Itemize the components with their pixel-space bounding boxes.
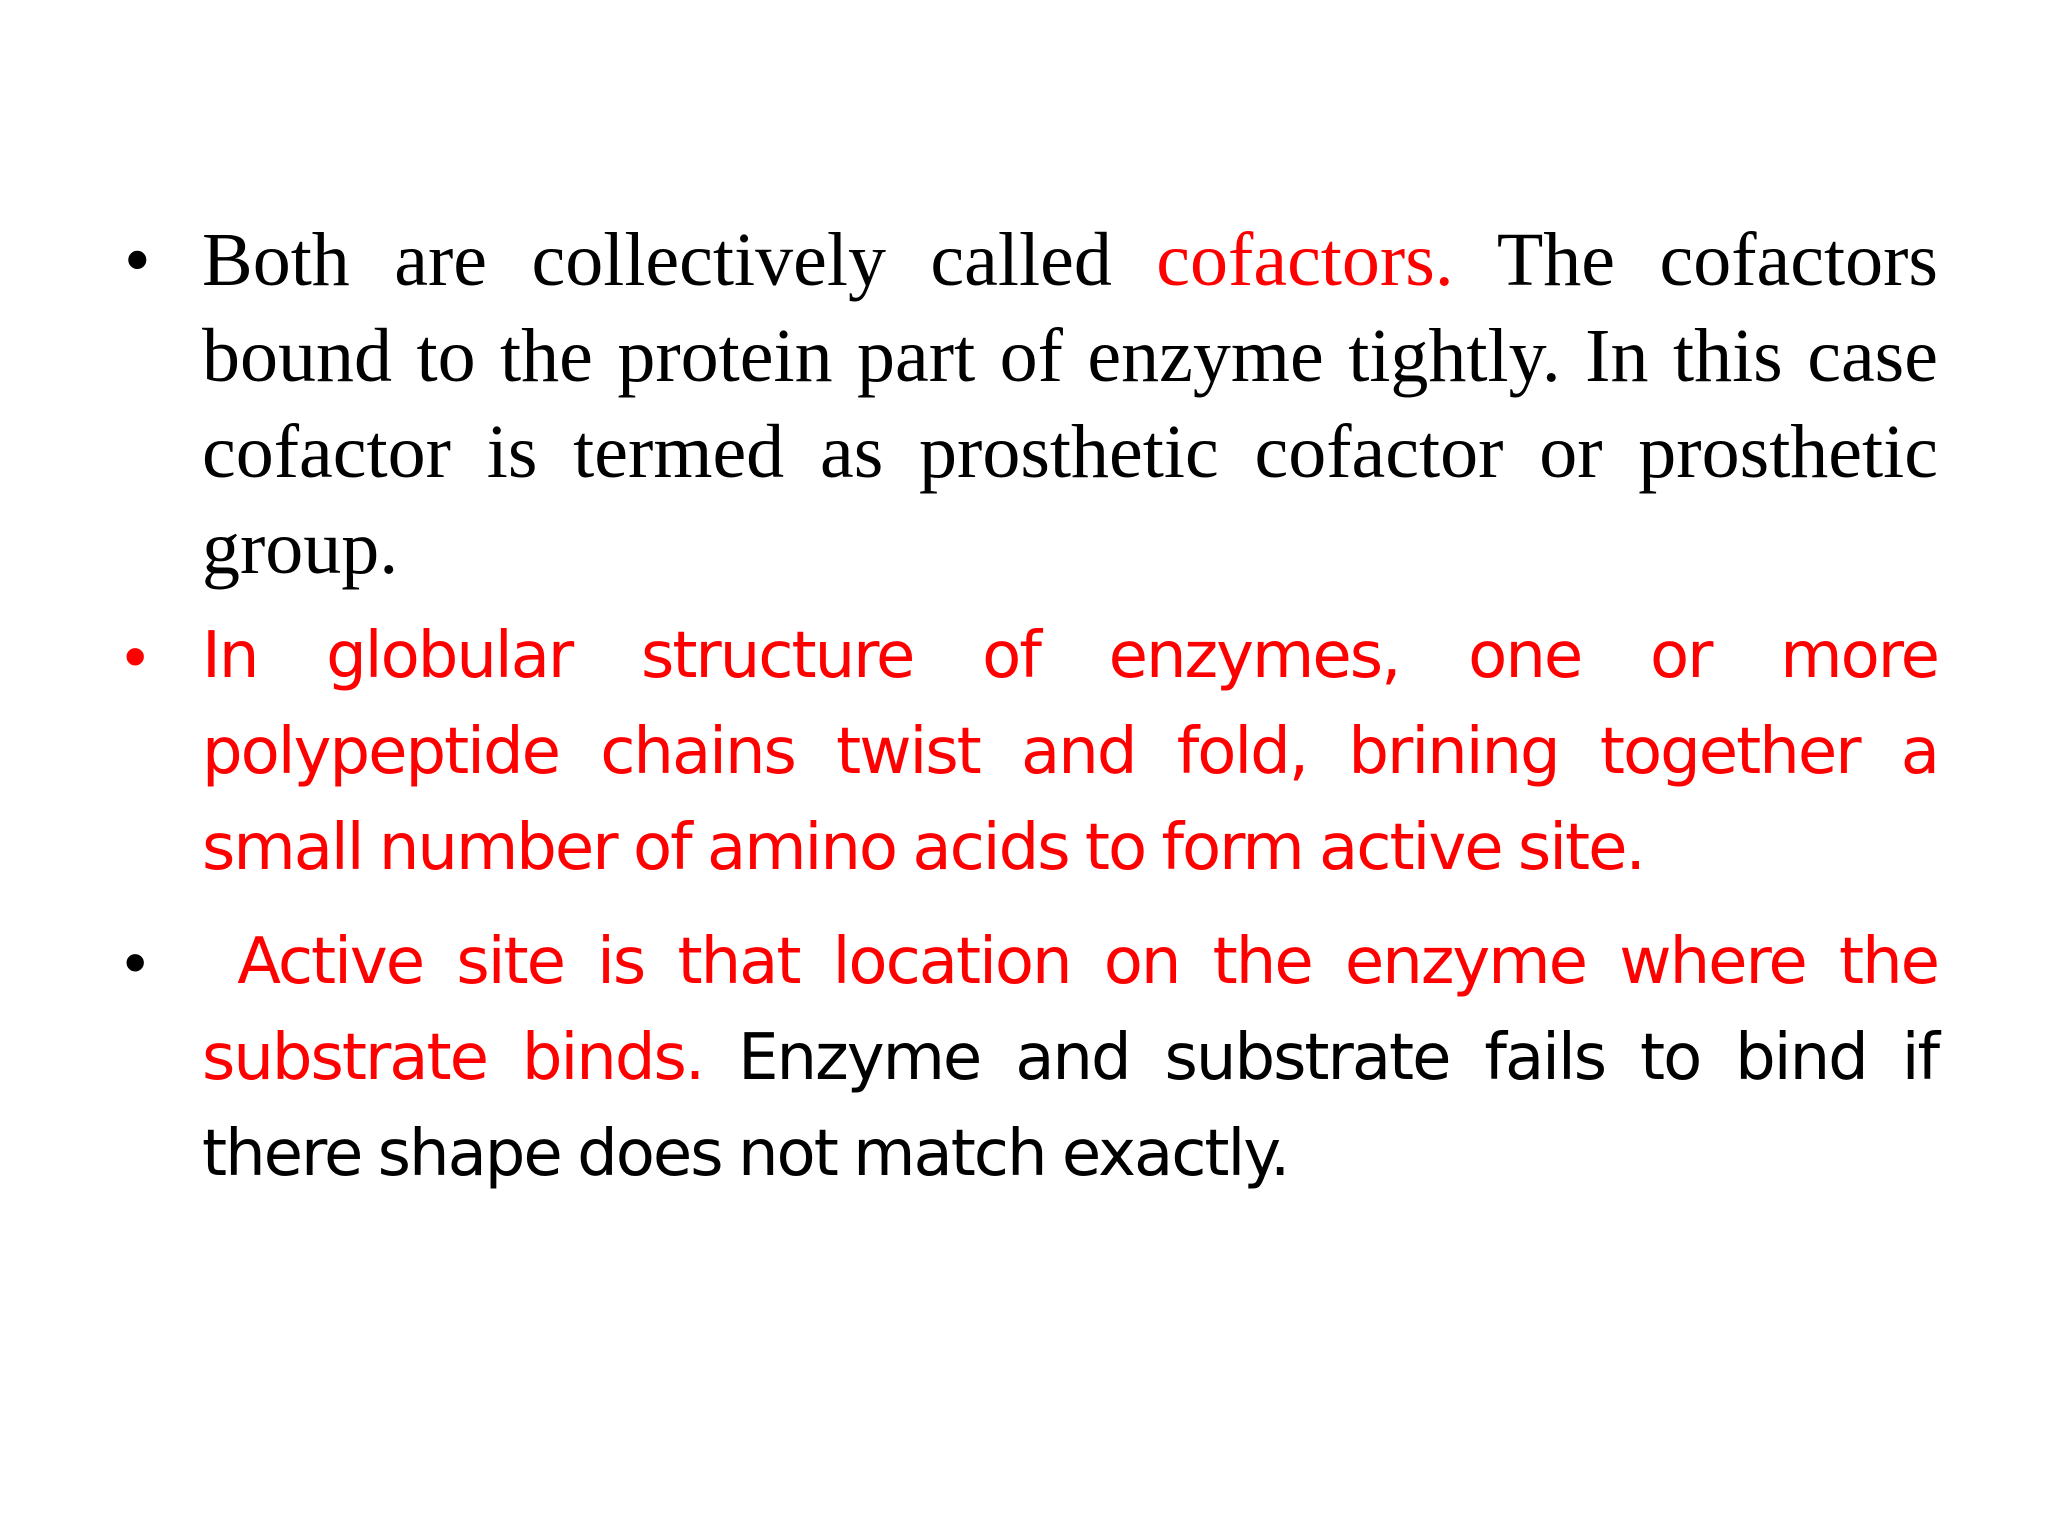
- text-segment: Both are collectively called: [202, 218, 1157, 302]
- text-segment: The cofactors bound to the protein part of enzyme tightly. In this case cofactor is termed as prosthetic cofactor or prosthetic group.: [202, 218, 1938, 590]
- bullet-item-cofactors: [120, 212, 1938, 596]
- highlight-active-site: Active site is that location on the enzyme where the substrate binds.: [202, 925, 1955, 1095]
- bullet-icon: •: [124, 926, 145, 998]
- bullet-item-globular-structure: [120, 608, 1938, 896]
- highlight-cofactors: cofactors.: [1156, 218, 1454, 302]
- bullet-icon: •: [124, 218, 151, 302]
- bullet-icon: •: [124, 620, 145, 692]
- bullet-list: [120, 212, 1955, 1202]
- text-segment: Enzyme and substrate fails to bind if there shape does not match exactly.: [202, 1021, 1938, 1191]
- bullet-item-active-site: [120, 914, 1955, 1202]
- highlight-globular-structure: In globular structure of enzymes, one or more polypeptide chains twist and fold, brining together a small number of amino acids to form active site.: [202, 619, 1938, 885]
